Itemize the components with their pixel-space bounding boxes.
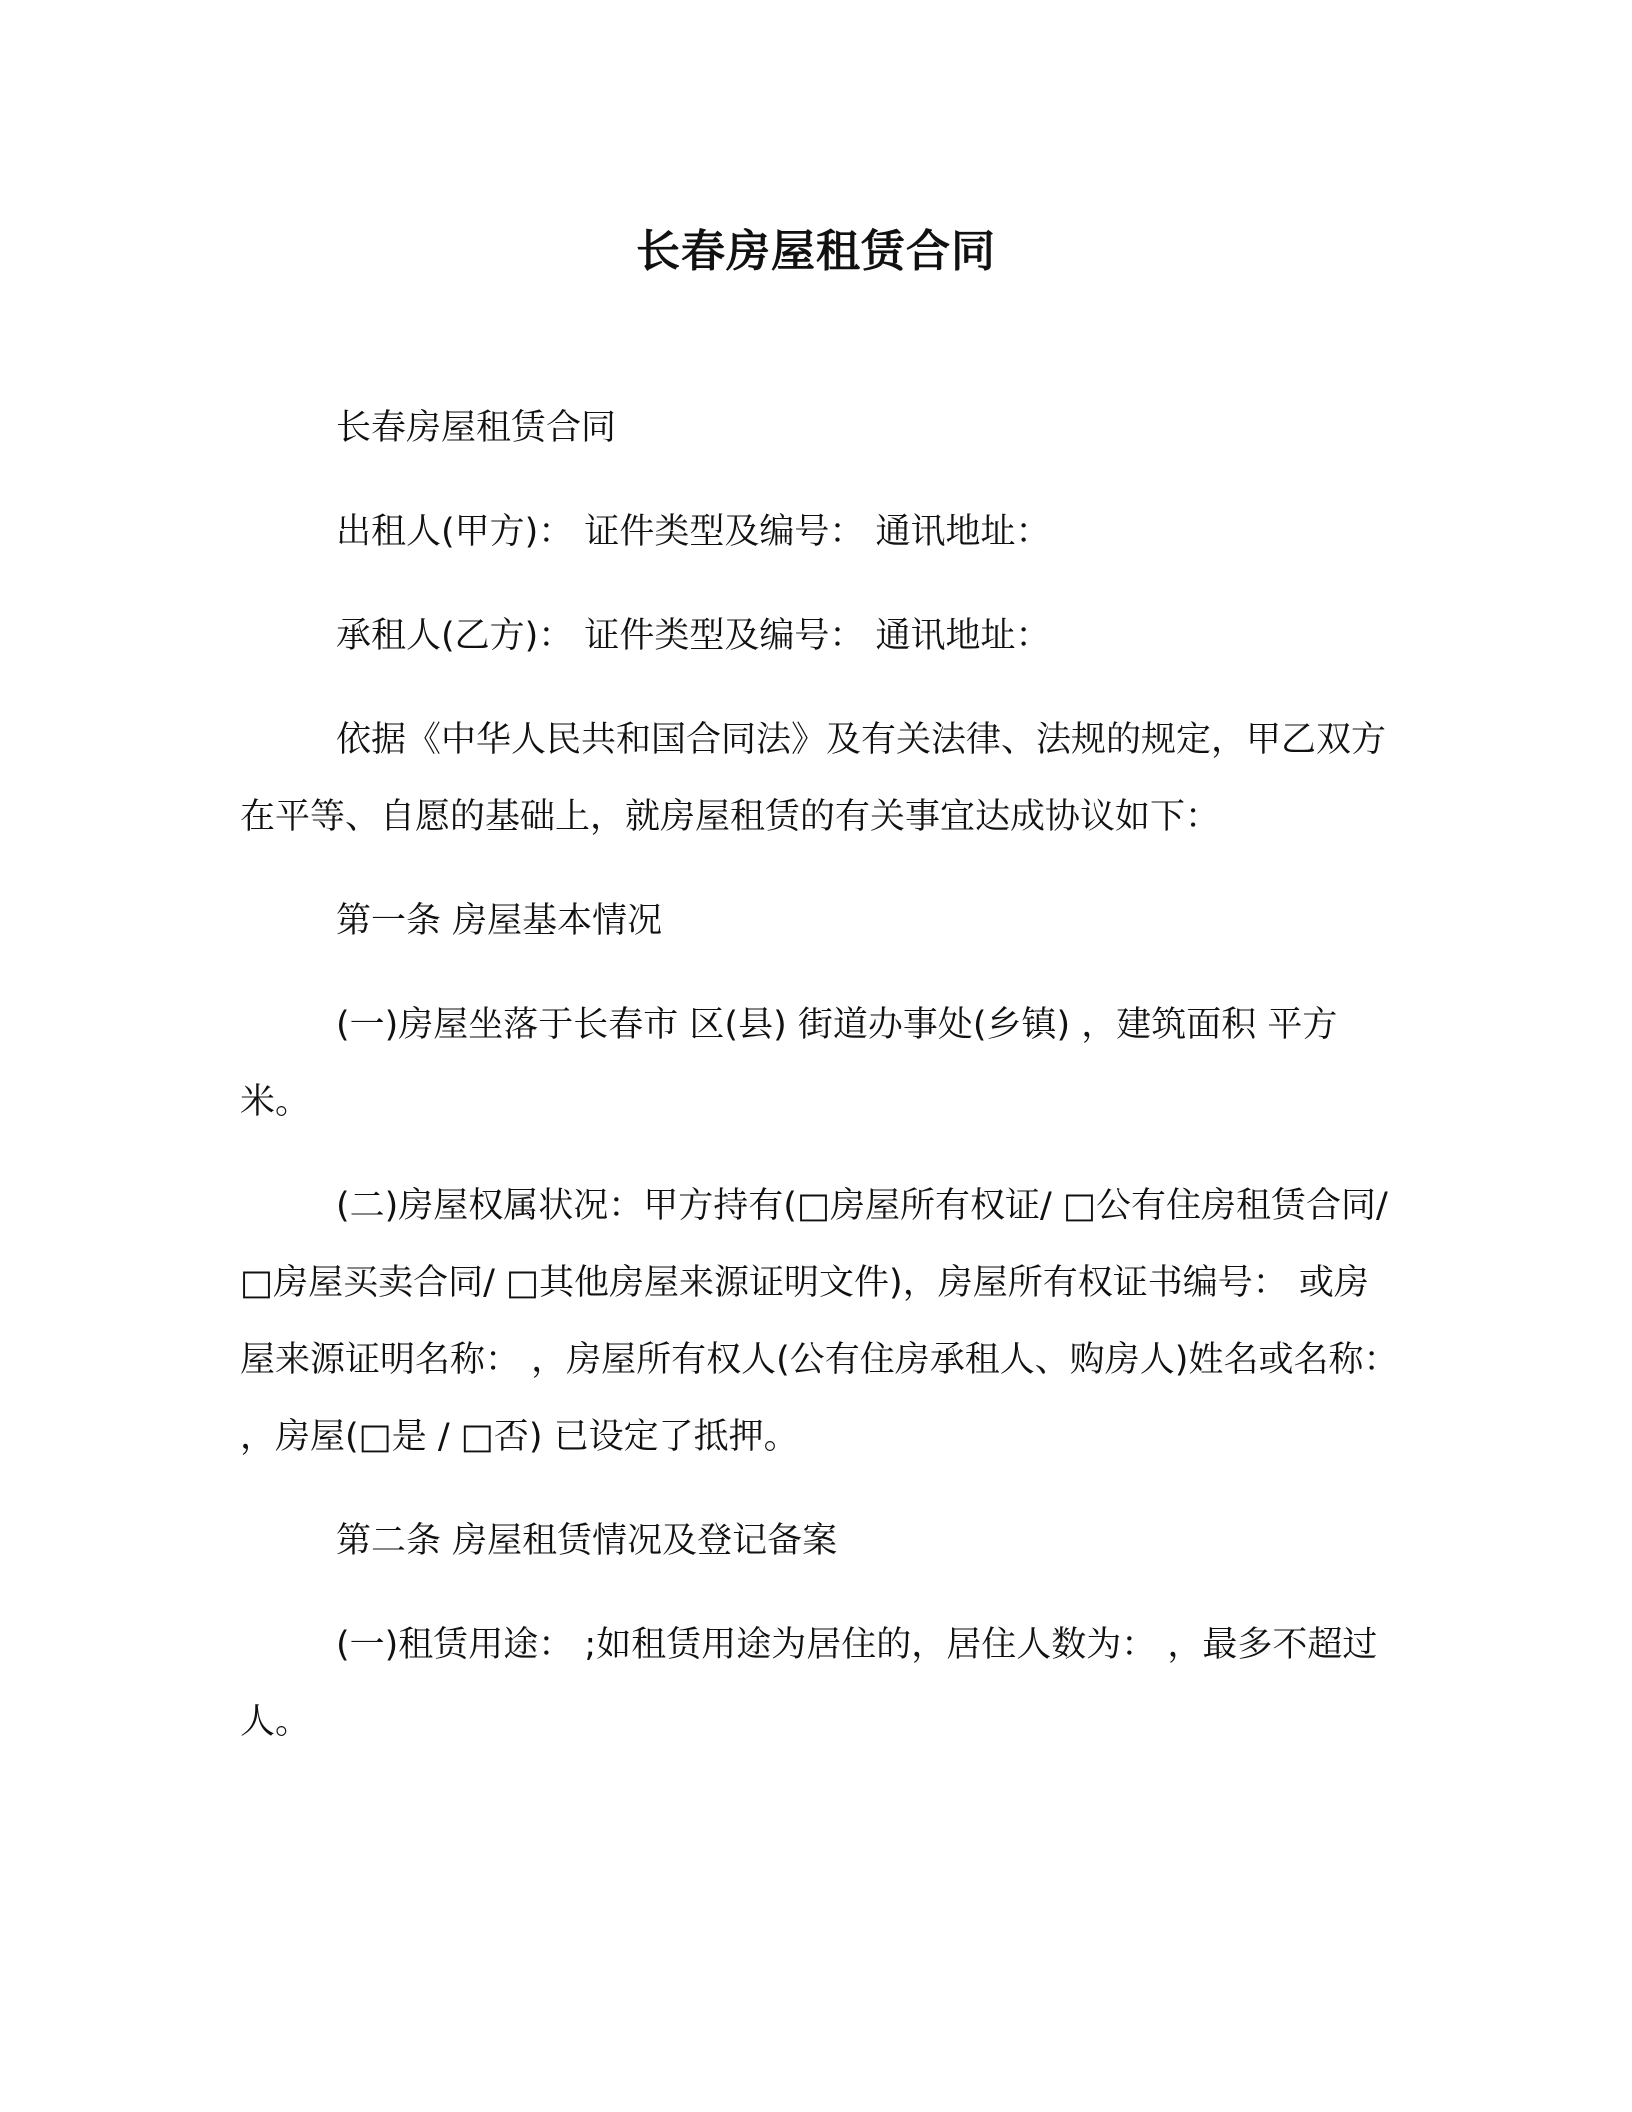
article-1-item-2: (二)房屋权属状况：甲方持有(□房屋所有权证/ □公有住房租赁合同/ □房屋买卖合同/ □其他房屋来源证明文件)，房屋所有权证书编号： 或房屋来源证明名称： ，房屋所有权人(公有住房承租人、购房人)姓名或名称： ，房屋(□是 / □否) 已设定了抵押。	[240, 1186, 1399, 1457]
article-2-heading: 第二条 房屋租赁情况及登记备案	[336, 1521, 838, 1561]
preamble-paragraph: 依据《中华人民共和国合同法》及有关法律、法规的规定，甲乙双方在平等、自愿的基础上，就房屋租赁的有关事宜达成协议如下：	[240, 720, 1387, 837]
document-body	[240, 390, 1400, 1788]
document-title: 长春房屋租赁合同	[636, 226, 996, 277]
subtitle-paragraph: 长春房屋租赁合同	[336, 408, 617, 448]
lessee-line: 承租人(乙方)： 证件类型及编号： 通讯地址：	[336, 616, 1051, 656]
lessor-line: 出租人(甲方)： 证件类型及编号： 通讯地址：	[336, 512, 1051, 552]
article-2-item-1: (一)租赁用途： ;如租赁用途为居住的，居住人数为： ，最多不超过 人。	[240, 1625, 1378, 1742]
article-1-item-1: (一)房屋坐落于长春市 区(县) 街道办事处(乡镇) ，建筑面积 平方米。	[240, 1005, 1338, 1122]
article-1-heading: 第一条 房屋基本情况	[336, 901, 663, 941]
